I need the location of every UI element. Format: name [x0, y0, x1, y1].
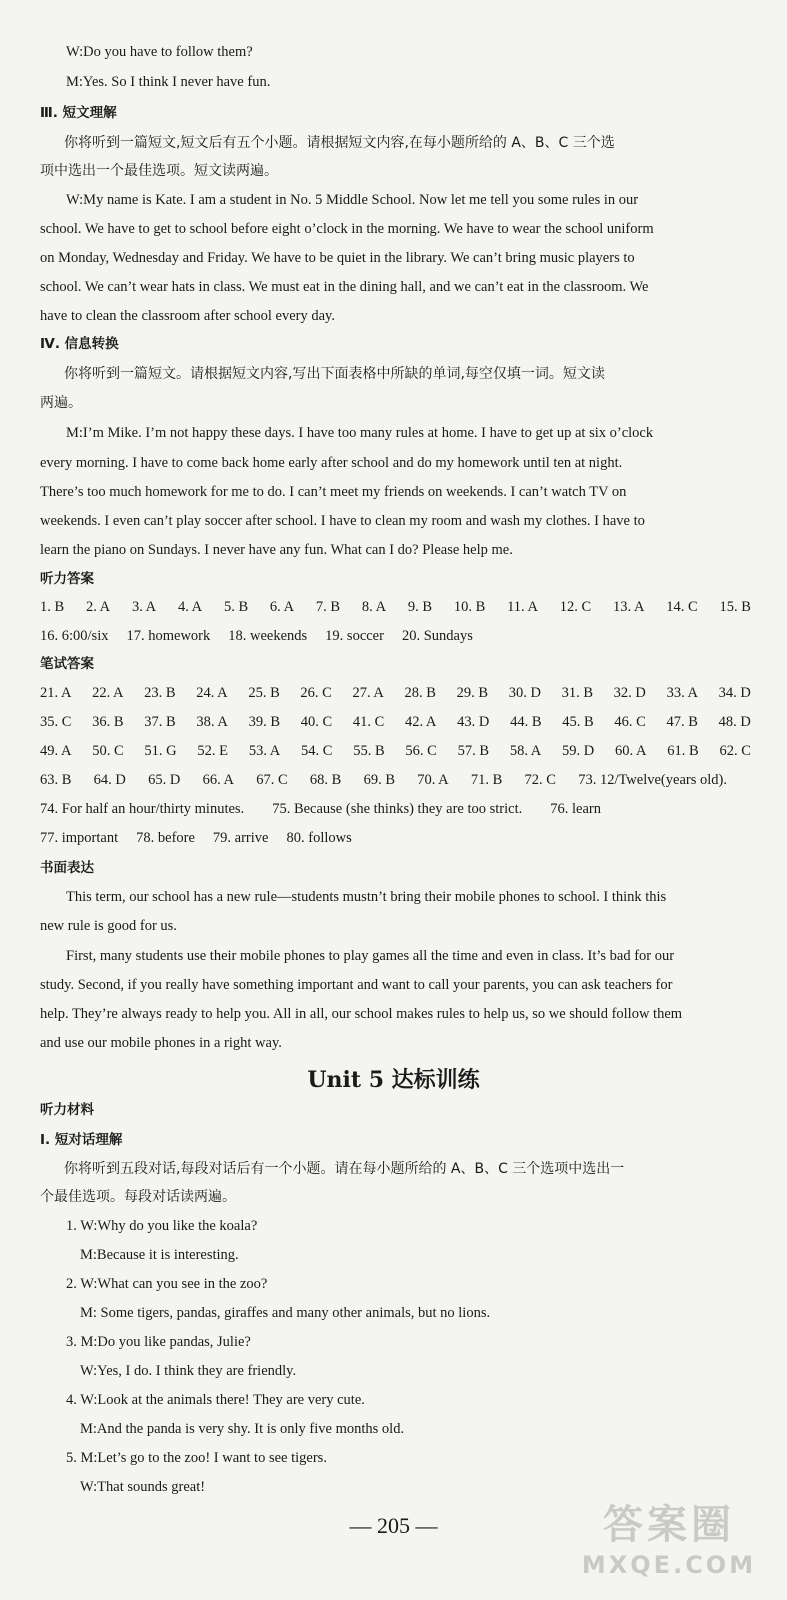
answer: 11. A — [507, 599, 538, 615]
dialogue-line: W:Do you have to follow them? — [66, 44, 253, 60]
answer: 74. For half an hour/thirty minutes. — [40, 801, 245, 817]
answer-row — [40, 741, 751, 761]
answer: 75. Because (she thinks) they are too strict. — [272, 801, 523, 817]
answer: 38. A — [196, 714, 228, 730]
essay-line: This term, our school has a new rule—students mustn’t bring their mobile phones to school. I think this — [66, 889, 667, 905]
answer: 61. B — [667, 743, 699, 759]
dialogue-line: M: Some tigers, pandas, giraffes and many other animals, but no lions. — [80, 1305, 491, 1321]
section-heading: Ⅳ. 信息转换 — [40, 336, 119, 352]
answer: 10. B — [453, 599, 486, 615]
passage-line: learn the piano on Sundays. I never have any fun. What can I do? Please help me. — [40, 542, 513, 558]
answer: 29. B — [456, 685, 489, 701]
essay-line: new rule is good for us. — [40, 918, 177, 934]
answer: 15. B — [719, 599, 751, 615]
instruction-line: 两遍。 — [40, 395, 82, 411]
answer: 40. C — [300, 714, 333, 730]
answer: 9. B — [407, 599, 433, 615]
answer-row — [40, 770, 727, 790]
unit-title: Unit 5 达标训练 — [307, 1067, 480, 1093]
answer: 62. C — [719, 743, 751, 759]
answer: 42. A — [404, 714, 437, 730]
answer-row — [40, 799, 751, 819]
answer: 66. A — [202, 772, 235, 788]
answer: 63. B — [40, 772, 72, 788]
answer-row — [40, 683, 751, 703]
answer: 57. B — [457, 743, 490, 759]
answer: 69. B — [363, 772, 395, 788]
answer: 49. A — [40, 743, 72, 759]
answer: 45. B — [562, 714, 594, 730]
section-heading: Ⅰ. 短对话理解 — [40, 1132, 123, 1148]
answer: 52. E — [197, 743, 229, 759]
section-heading: 笔试答案 — [40, 656, 94, 672]
dialogue-line: 5. M:Let’s go to the zoo! I want to see tigers. — [66, 1450, 327, 1466]
answer: 24. A — [196, 685, 228, 701]
answer: 60. A — [615, 743, 647, 759]
essay-line: First, many students use their mobile phones to play games all the time and even in class. It’s bad for our — [66, 948, 675, 964]
answer: 68. B — [309, 772, 342, 788]
answer: 79. arrive — [212, 830, 269, 846]
section-heading: Ⅲ. 短文理解 — [40, 105, 117, 121]
answer: 54. C — [301, 743, 333, 759]
answer: 3. A — [131, 599, 157, 615]
answer: 50. C — [92, 743, 124, 759]
passage-line: every morning. I have to come back home early after school and do my homework until ten at night. — [40, 455, 623, 471]
instruction-line: 项中选出一个最佳选项。短文读两遍。 — [40, 163, 278, 179]
answer-row — [40, 712, 751, 732]
answer: 30. D — [508, 685, 541, 701]
answer: 44. B — [510, 714, 542, 730]
passage-line: have to clean the classroom after school every day. — [40, 308, 335, 324]
passage-line: school. We have to get to school before eight o’clock in the morning. We have to wear the school uniform — [40, 221, 654, 237]
watermark-text: 答案圈 — [603, 1502, 735, 1548]
answer: 48. D — [718, 714, 751, 730]
dialogue-line: W:Yes, I do. I think they are friendly. — [80, 1363, 297, 1379]
watermark-logo — [569, 1500, 769, 1590]
answer: 26. C — [300, 685, 332, 701]
answer: 43. D — [457, 714, 490, 730]
instruction-line: 你将听到一篇短文。请根据短文内容,写出下面表格中所缺的单词,每空仅填一词。短文读 — [64, 366, 605, 382]
passage-line: M:I’m Mike. I’m not happy these days. I have too many rules at home. I have to get up at six o’clock — [66, 425, 654, 441]
answer: 53. A — [248, 743, 281, 759]
answer: 33. A — [666, 685, 698, 701]
dialogue-line: M:And the panda is very shy. It is only five months old. — [80, 1421, 405, 1437]
answer: 72. C — [524, 772, 556, 788]
answer: 22. A — [92, 685, 124, 701]
answer: 23. B — [144, 685, 176, 701]
passage-line: school. We can’t wear hats in class. We must eat in the dining hall, and we can’t eat in the classroom. We — [40, 279, 649, 295]
answer: 35. C — [40, 714, 72, 730]
answer: 47. B — [666, 714, 698, 730]
answer: 20. Sundays — [401, 628, 473, 644]
answer-row — [40, 828, 751, 848]
dialogue-line: 3. M:Do you like pandas, Julie? — [66, 1334, 251, 1350]
answer: 34. D — [718, 685, 751, 701]
page-number: — 205 — — [349, 1513, 438, 1538]
answer: 70. A — [417, 772, 449, 788]
answer: 12. C — [559, 599, 592, 615]
answer-row — [40, 626, 751, 646]
essay-line: study. Second, if you really have something important and want to call your parents, you can ask teachers for — [40, 977, 673, 993]
answer-row — [40, 597, 751, 617]
answer: 80. follows — [286, 830, 352, 846]
answer: 77. important — [40, 830, 119, 846]
answer: 28. B — [404, 685, 436, 701]
answer: 5. B — [223, 599, 249, 615]
instruction-line: 你将听到一篇短文,短文后有五个小题。请根据短文内容,在每小题所给的 A、B、C 三个选 — [64, 135, 615, 151]
essay-line: and use our mobile phones in a right way. — [40, 1035, 282, 1051]
answer: 59. D — [562, 743, 595, 759]
answer: 55. B — [353, 743, 385, 759]
answer: 71. B — [470, 772, 503, 788]
answer: 65. D — [148, 772, 181, 788]
answer: 58. A — [509, 743, 542, 759]
answer: 1. B — [40, 599, 65, 615]
answer: 39. B — [248, 714, 280, 730]
answer: 67. C — [256, 772, 288, 788]
dialogue-line: M:Yes. So I think I never have fun. — [66, 74, 271, 90]
dialogue-line: 1. W:Why do you like the koala? — [66, 1218, 258, 1234]
answer: 56. C — [405, 743, 437, 759]
answer: 37. B — [144, 714, 176, 730]
answer: 6. A — [269, 599, 295, 615]
dialogue-line: M:Because it is interesting. — [80, 1247, 239, 1263]
answer: 76. learn — [550, 801, 601, 817]
passage-line: W:My name is Kate. I am a student in No. 5 Middle School. Now let me tell you some rules in our — [66, 192, 639, 208]
answer: 14. C — [666, 599, 698, 615]
answer: 78. before — [136, 830, 195, 846]
instruction-line: 你将听到五段对话,每段对话后有一个小题。请在每小题所给的 A、B、C 三个选项中选出一 — [64, 1161, 625, 1177]
dialogue-line: W:That sounds great! — [80, 1479, 206, 1495]
essay-line: help. They’re always ready to help you. All in all, our school makes rules to help us, so we should follow them — [40, 1006, 683, 1022]
watermark-url: MXQE.COM — [581, 1551, 757, 1579]
answer: 25. B — [248, 685, 280, 701]
answer: 31. B — [561, 685, 594, 701]
answer: 21. A — [40, 685, 72, 701]
answer: 8. A — [361, 599, 387, 615]
answer: 18. weekends — [228, 628, 308, 644]
answer: 51. G — [144, 743, 177, 759]
passage-line: There’s too much homework for me to do. I can’t meet my friends on weekends. I can’t watch TV on — [40, 484, 627, 500]
answer: 2. A — [85, 599, 111, 615]
answer: 64. D — [93, 772, 126, 788]
dialogue-line: 4. W:Look at the animals there! They are very cute. — [66, 1392, 365, 1408]
answer: 36. B — [92, 714, 124, 730]
answer: 13. A — [613, 599, 645, 615]
answer: 73. 12/Twelve(years old). — [578, 772, 727, 788]
answer: 16. 6:00/six — [40, 628, 109, 644]
answer: 32. D — [613, 685, 646, 701]
answer: 4. A — [177, 599, 203, 615]
section-heading: 听力答案 — [40, 571, 94, 587]
instruction-line: 个最佳选项。每段对话读两遍。 — [40, 1189, 236, 1205]
section-heading: 书面表达 — [40, 860, 94, 876]
dialogue-line: 2. W:What can you see in the zoo? — [66, 1276, 268, 1292]
answer: 41. C — [352, 714, 385, 730]
answer: 46. C — [614, 714, 646, 730]
answer: 19. soccer — [325, 628, 384, 644]
answer: 17. homework — [126, 628, 211, 644]
passage-line: weekends. I even can’t play soccer after school. I have to clean my room and wash my clothes. I have to — [40, 513, 645, 529]
answer: 27. A — [352, 685, 384, 701]
answer: 7. B — [315, 599, 341, 615]
passage-line: on Monday, Wednesday and Friday. We have to be quiet in the library. We can’t bring music players to — [40, 250, 635, 266]
section-heading: 听力材料 — [40, 1102, 94, 1118]
